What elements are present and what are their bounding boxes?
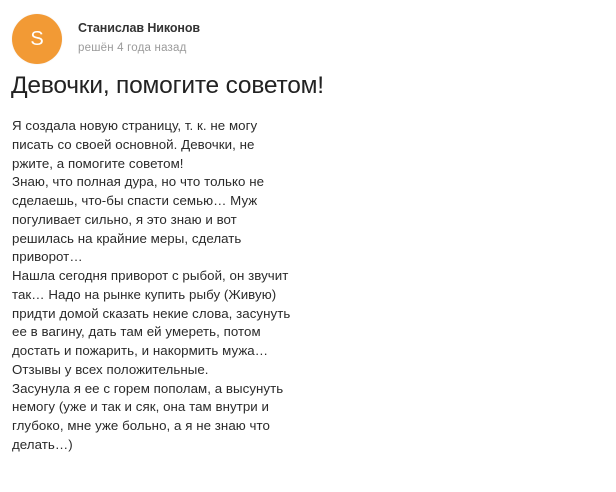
post-body-line: глубоко, мне уже больно, а я не знаю что [12, 418, 270, 433]
post-body-line: делать…) [12, 436, 73, 452]
post-body-line: Отзывы у всех положительные. [12, 361, 209, 377]
post-body-line: немогу (уже и так и сяк, она там внутри и [12, 399, 269, 415]
post-body-line: ее в вагину, дать там ей умереть, потом [12, 324, 261, 340]
post-body-line: Знаю, что полная дура, но что только не [12, 174, 265, 190]
post-body-line: решилась на крайние меры, сделать [12, 230, 242, 246]
post-body-line: Нашла сегодня приворот с рыбой, он звучит [12, 268, 289, 283]
post-body-line: погуливает сильно, я это знаю и вот [12, 211, 237, 227]
avatar-letter: S [30, 27, 44, 50]
author-meta [78, 21, 200, 54]
post-title: Девочки, помогите советом! [11, 72, 324, 99]
post-body-line: ржите, а помогите советом! [12, 155, 184, 171]
avatar[interactable] [12, 14, 62, 64]
post-status: решён 4 года назад [78, 41, 187, 54]
post-body-line: достать и пожарить, и накормить мужа… [12, 343, 269, 358]
post-body-line: так… Надо на рынке купить рыбу (Живую) [12, 286, 277, 302]
post-body-line: приворот… [12, 249, 83, 265]
author-row [12, 14, 200, 64]
post-body-line: придти домой сказать некие слова, засунуть [12, 305, 291, 321]
post-body-line: Засунула я ее с горем пополам, а высунуть [12, 380, 284, 396]
post-body [12, 117, 342, 455]
post-body-line: Я создала новую страницу, т. к. не могу [12, 118, 258, 133]
author-name[interactable]: Станислав Никонов [78, 20, 200, 35]
post-body-line: писать со своей основной. Девочки, не [12, 136, 255, 152]
post-body-line: сделаешь, что-бы спасти семью… Муж [12, 193, 258, 208]
